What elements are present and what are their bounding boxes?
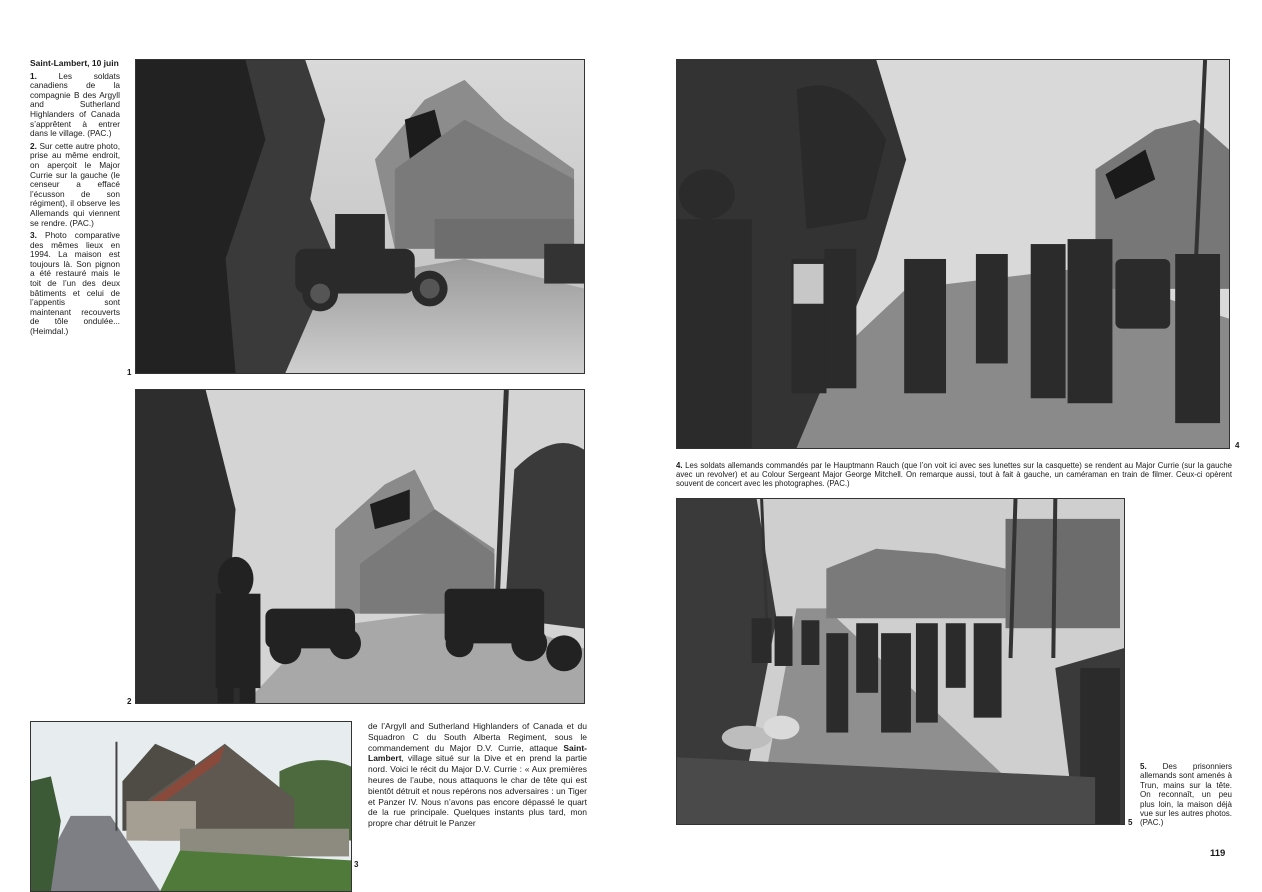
photo-5-label: 5 — [1128, 818, 1133, 827]
photo-2-major-currie — [135, 389, 585, 704]
caption-3: 3. Photo comparative des mêmes lieux en 1994. La maison est toujours là. Son pignon a été restauré mais le toit de l’un des deux bâtiments et celui de l’appentis sont maintenant recouverts de tôle ondulée... (Heimdal.) — [30, 230, 120, 337]
body-text: de l’Argyll and Sutherland Highlanders of Canada et du Squadron C du South Alberta Regiment, sous le commandement du Major D.V. Currie, attaque Saint-Lambert, village situé sur la Dive et en prend la partie nord. Voici le récit du Major D.V. Currie : « Aux premières heures de l’aube, nous attaquons le char de tête qui est bientôt détruit et nous repérons nos adversaires : un Tiger et Panzer IV. Nous n’avons pas encore dépassé le quart de la rue principale. Quelques instants plus tard, mon propre char détruit le Panzer — [368, 721, 587, 829]
photo-4-label: 4 — [1235, 441, 1240, 450]
caption-1: 1. Les soldats canadiens de la compagnie B des Argyll and Sutherland Highlanders of Canada s’apprêtent à entrer dans le village. (PAC.) — [30, 70, 120, 139]
caption-5: 5. Des prisonniers allemands sont amenés à Trun, mains sur la tête. On reconnaît, un peu plus loin, la maison déjà vue sur les autres photos. (PAC.) — [1140, 762, 1232, 828]
photo-1-canadian-soldiers — [135, 59, 585, 374]
photo-5-prisoners-trun — [676, 498, 1125, 825]
left-caption-column — [30, 59, 120, 340]
photo-3-comparison-1994 — [30, 721, 352, 892]
page-number: 119 — [1210, 848, 1226, 859]
caption-4: 4. Les soldats allemands commandés par le Hauptmann Rauch (que l’on voit ici avec ses lunettes sur la casquette) se rendent au Major Currie (sur la gauche avec un revolver) et au Colour Sergeant Major George Mitchell. On remarque aussi, tout à fait à gauche, un caméraman en train de filmer. Ceux-ci opèrent souvent de concert avec les photographes. (PAC.) — [676, 461, 1232, 488]
caption-2: 2. Sur cette autre photo, prise au même endroit, on aperçoit le Major Currie sur la gauche (le censeur a effacé l’écusson de son régiment), il observe les Allemands qui viennent se rendre. (PAC.) — [30, 140, 121, 228]
photo-4-german-surrender — [676, 59, 1230, 449]
photo-2-label: 2 — [127, 697, 132, 706]
photo-1-label: 1 — [127, 368, 132, 377]
caption-heading: Saint-Lambert, 10 juin — [30, 58, 119, 68]
photo-3-label: 3 — [354, 860, 359, 869]
